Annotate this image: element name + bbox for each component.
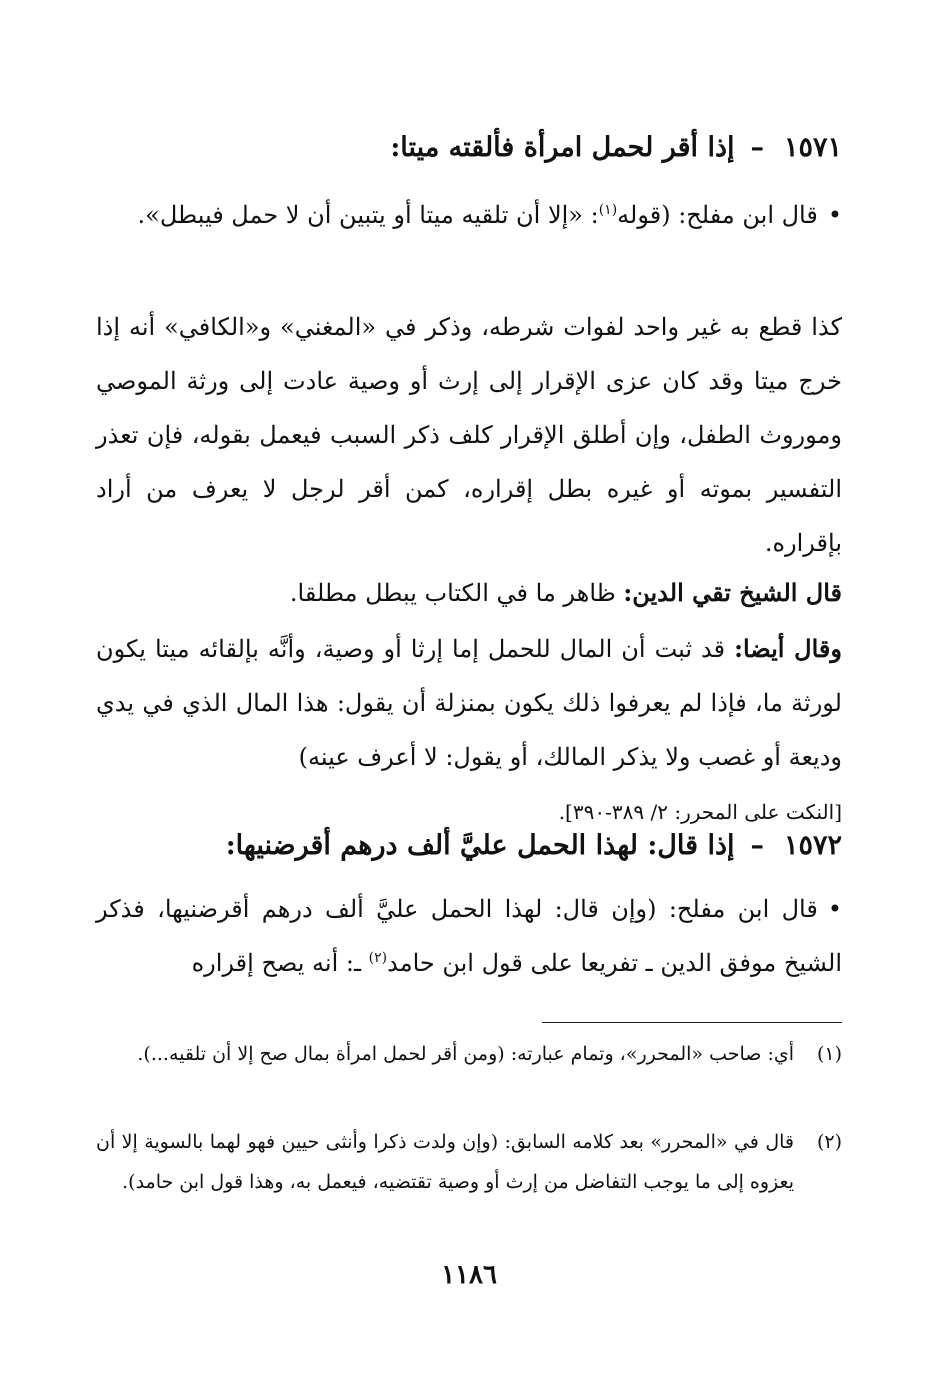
footnote-text: أي: صاحب «المحرر»، وتمام عبارته: (ومن أقر لحمل امرأة بمال صح إلا أن تلقيه...). [137,1043,794,1065]
footnote-1 [96,1034,842,1074]
entry-heading-1572 [96,826,842,866]
paragraph-text: قد ثبت أن المال للحمل إما إرثا أو وصية، وأنَّه بإلقائه ميتا يكون لورثة ما، فإذا لم يعرفوا ذلك يكون بمنزلة أن يقول: هذا المال الذي في يدي وديعة أو غصب ولا يذكر المالك، أو يقول: لا أعرف عينه) [96,635,842,771]
source-citation: [النكت على المحرر: ٢/ ٣٨٩-٣٩٠]. [558,800,842,824]
footnote-ref-2[interactable]: (٢) [368,950,388,966]
entry-number: ١٥٧٢ [783,830,842,861]
entry-number: ١٥٧١ [783,132,842,163]
bullet-icon: • [827,201,842,229]
paragraph-text: قال ابن مفلح: (قوله [617,201,818,229]
paragraph-also-said [96,622,842,839]
page-number: ١١٨٦ [441,1260,497,1290]
entry-title: إذا أقر لحمل امرأة فألقته ميتا: [390,132,735,163]
entry-heading-1571 [96,128,842,168]
paragraph-ibn-muflih-1 [96,188,842,242]
entry-title: إذا قال: لهذا الحمل عليَّ ألف درهم أقرضنيها: [225,830,735,861]
paragraph-text: ظاهر ما في الكتاب يبطل مطلقا. [289,579,624,607]
footnote-text: قال في «المحرر» بعد كلامه السابق: (وإن ولدت ذكرا وأنثى حيين فهو لهما بالسوية إلا أن يعزوه إلى ما يوجب التفاضل من إرث أو وصية تقتضيه، فيعمل به، وهذا قول ابن حامد). [96,1131,794,1193]
paragraph-text: كذا قطع به غير واحد لفوات شرطه، وذكر في «المغني» و«الكافي» أنه إذا خرج ميتا وقد كان عزى الإقرار إلى إرث أو وصية عادت إلى ورثة الموصي وموروث الطفل، وإن أطلق الإقرار كلف ذكر السبب فيعمل بقوله، فإن تعذر التفسير بموته أو غيره بطل إقراره، كمن أقر لرجل لا يعرف من أراد بإقراره. [96,313,843,557]
footnote-2 [96,1122,842,1202]
paragraph-sheikh-taqi [96,566,842,620]
speaker-label: وقال أيضا: [734,634,842,663]
paragraph-text: : «إلا أن تلقيه ميتا أو يتبين أن لا حمل فيبطل». [137,201,599,229]
paragraph-text: ـ: أنه يصح إقراره [191,949,369,977]
entry-dash: – [750,830,764,861]
paragraph-text: قال ابن مفلح: (وإن قال: لهذا الحمل عليَّ ألف درهم أقرضنيها، فذكر الشيخ موفق الدين ـ تفريعا على قول ابن حامد [96,895,842,977]
footnote-divider [542,1022,842,1023]
page-body [96,122,842,1325]
speaker-label: قال الشيخ تقي الدين: [623,578,842,607]
paragraph-ibn-muflih-2 [96,882,842,990]
paragraph-explanation [96,300,842,570]
footnote-ref-1[interactable]: (١) [598,202,618,218]
footnote-number: (١) [816,1043,842,1065]
entry-dash: – [750,132,764,163]
bullet-icon: • [827,895,842,923]
footnote-number: (٢) [816,1131,842,1153]
